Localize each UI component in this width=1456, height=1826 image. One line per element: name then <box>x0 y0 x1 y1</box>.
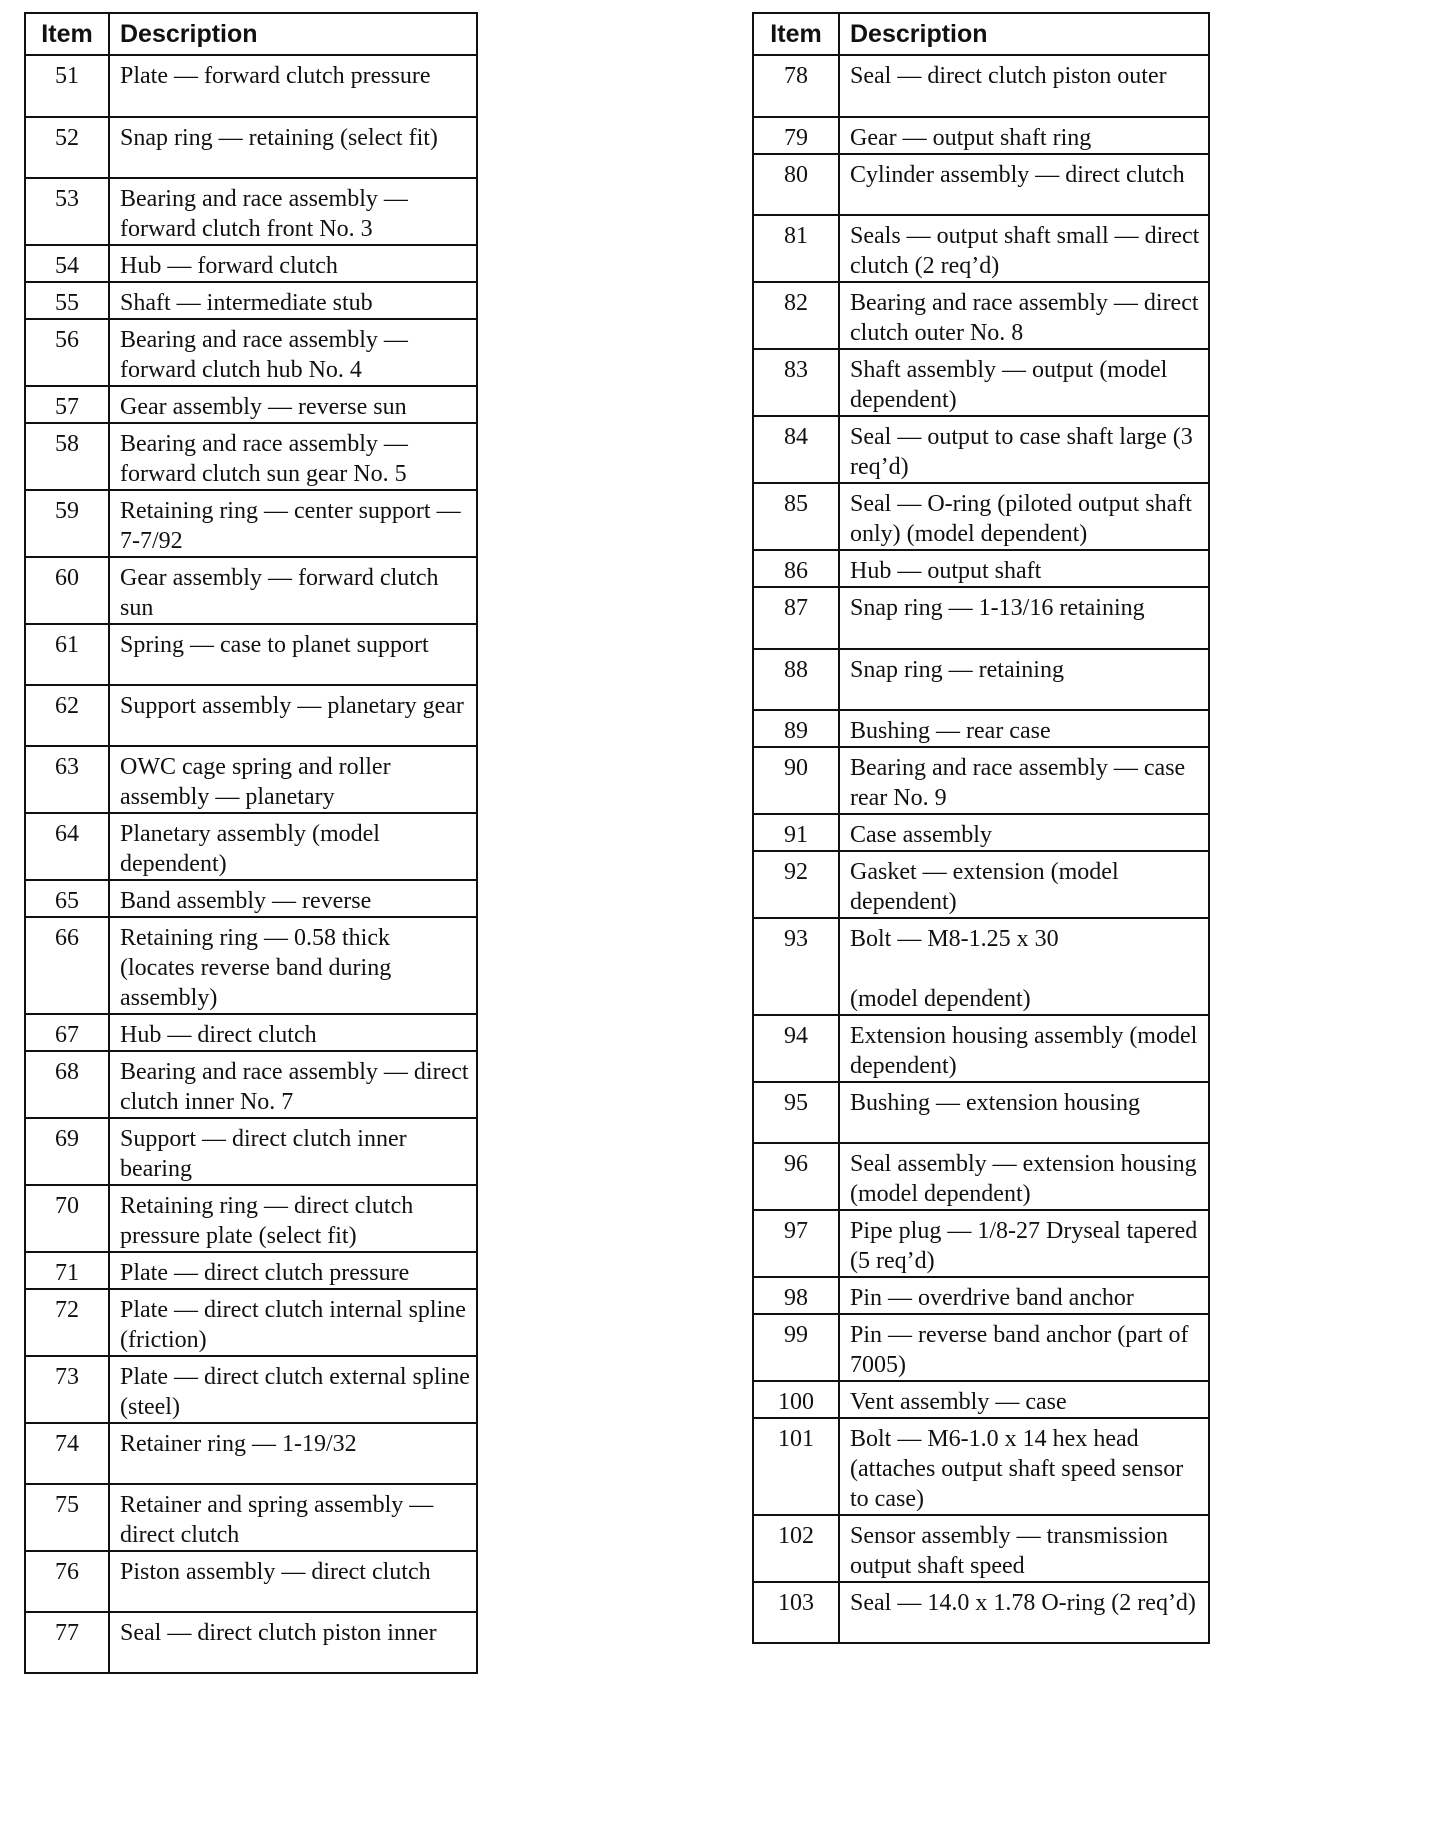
item-description: Gear — output shaft ring <box>839 117 1209 154</box>
table-row <box>753 1082 1209 1143</box>
table-row <box>25 1423 477 1484</box>
item-number: 78 <box>753 55 839 117</box>
item-number: 60 <box>25 557 109 624</box>
description-column-header: Description <box>839 13 1209 55</box>
item-description: Retaining ring — 0.58 thick (locates reverse band during assembly) <box>109 917 477 1014</box>
table-row <box>25 282 477 319</box>
table-row <box>25 1185 477 1252</box>
item-number: 75 <box>25 1484 109 1551</box>
item-number: 61 <box>25 624 109 685</box>
item-description: Seal — 14.0 x 1.78 O-ring (2 req’d) <box>839 1582 1209 1643</box>
item-number: 101 <box>753 1418 839 1515</box>
item-description: Cylinder assembly — direct clutch <box>839 154 1209 215</box>
item-number: 77 <box>25 1612 109 1673</box>
item-number: 100 <box>753 1381 839 1418</box>
item-number: 52 <box>25 117 109 178</box>
table-header-row <box>753 13 1209 55</box>
table-row <box>753 416 1209 483</box>
item-description: Bushing — rear case <box>839 710 1209 747</box>
item-description: Plate — direct clutch internal spline (friction) <box>109 1289 477 1356</box>
parts-table-right <box>752 12 1210 1644</box>
item-description: Hub — direct clutch <box>109 1014 477 1051</box>
item-description: Vent assembly — case <box>839 1381 1209 1418</box>
table-row <box>753 1143 1209 1210</box>
item-number: 102 <box>753 1515 839 1582</box>
table-row <box>25 423 477 490</box>
table-row <box>753 1015 1209 1082</box>
item-description: Bolt — M6-1.0 x 14 hex head (attaches output shaft speed sensor to case) <box>839 1418 1209 1515</box>
item-description: Plate — direct clutch external spline (steel) <box>109 1356 477 1423</box>
item-description: Retainer ring — 1-19/32 <box>109 1423 477 1484</box>
item-number: 76 <box>25 1551 109 1612</box>
item-description: Seal — direct clutch piston outer <box>839 55 1209 117</box>
description-column-header: Description <box>109 13 477 55</box>
table-row <box>25 880 477 917</box>
item-description: Seals — output shaft small — direct clutch (2 req’d) <box>839 215 1209 282</box>
item-number: 57 <box>25 386 109 423</box>
item-description: Sensor assembly — transmission output shaft speed <box>839 1515 1209 1582</box>
item-description: Hub — forward clutch <box>109 245 477 282</box>
table-row <box>25 1612 477 1673</box>
table-row <box>25 1252 477 1289</box>
item-number: 70 <box>25 1185 109 1252</box>
item-number: 53 <box>25 178 109 245</box>
table-row <box>753 649 1209 710</box>
item-number: 58 <box>25 423 109 490</box>
item-description: Support — direct clutch inner bearing <box>109 1118 477 1185</box>
parts-table-body <box>753 55 1209 1643</box>
item-description: Bearing and race assembly — direct clutch inner No. 7 <box>109 1051 477 1118</box>
table-row <box>753 918 1209 1015</box>
item-description: Snap ring — retaining (select fit) <box>109 117 477 178</box>
table-row <box>25 1356 477 1423</box>
item-description: Bearing and race assembly — forward clutch sun gear No. 5 <box>109 423 477 490</box>
table-row <box>25 1051 477 1118</box>
item-number: 97 <box>753 1210 839 1277</box>
item-description: Extension housing assembly (model dependent) <box>839 1015 1209 1082</box>
item-number: 96 <box>753 1143 839 1210</box>
table-row <box>25 55 477 117</box>
table-row <box>753 55 1209 117</box>
item-column-header: Item <box>25 13 109 55</box>
item-description: Bushing — extension housing <box>839 1082 1209 1143</box>
item-number: 54 <box>25 245 109 282</box>
item-description: Bearing and race assembly — forward clutch hub No. 4 <box>109 319 477 386</box>
item-number: 91 <box>753 814 839 851</box>
item-number: 65 <box>25 880 109 917</box>
item-number: 69 <box>25 1118 109 1185</box>
item-description: Pipe plug — 1/8-27 Dryseal tapered (5 req’d) <box>839 1210 1209 1277</box>
item-number: 67 <box>25 1014 109 1051</box>
item-description: Shaft assembly — output (model dependent) <box>839 349 1209 416</box>
table-row <box>25 746 477 813</box>
table-header-row <box>25 13 477 55</box>
table-row <box>25 1551 477 1612</box>
item-description: Hub — output shaft <box>839 550 1209 587</box>
table-row <box>25 319 477 386</box>
item-description: Gear assembly — reverse sun <box>109 386 477 423</box>
item-description: Plate — direct clutch pressure <box>109 1252 477 1289</box>
table-row <box>753 349 1209 416</box>
item-description: Pin — reverse band anchor (part of 7005) <box>839 1314 1209 1381</box>
item-number: 79 <box>753 117 839 154</box>
table-row <box>25 1289 477 1356</box>
item-number: 73 <box>25 1356 109 1423</box>
item-number: 71 <box>25 1252 109 1289</box>
item-description: Pin — overdrive band anchor <box>839 1277 1209 1314</box>
table-row <box>753 282 1209 349</box>
item-number: 89 <box>753 710 839 747</box>
table-row <box>753 215 1209 282</box>
item-number: 94 <box>753 1015 839 1082</box>
table-row <box>25 624 477 685</box>
item-number: 51 <box>25 55 109 117</box>
table-row <box>25 1014 477 1051</box>
item-description: Seal — O-ring (piloted output shaft only) (model dependent) <box>839 483 1209 550</box>
table-row <box>753 483 1209 550</box>
item-description: Band assembly — reverse <box>109 880 477 917</box>
table-row <box>753 117 1209 154</box>
item-description: Snap ring — retaining <box>839 649 1209 710</box>
item-description: Bearing and race assembly — case rear No. 9 <box>839 747 1209 814</box>
item-description: Support assembly — planetary gear <box>109 685 477 746</box>
table-row <box>753 1381 1209 1418</box>
item-description: Bearing and race assembly — direct clutch outer No. 8 <box>839 282 1209 349</box>
table-row <box>25 490 477 557</box>
item-number: 83 <box>753 349 839 416</box>
item-number: 99 <box>753 1314 839 1381</box>
item-description: Bearing and race assembly — forward clutch front No. 3 <box>109 178 477 245</box>
item-description: Planetary assembly (model dependent) <box>109 813 477 880</box>
item-description: Seal — direct clutch piston inner <box>109 1612 477 1673</box>
table-row <box>25 117 477 178</box>
table-row <box>753 587 1209 649</box>
table-row <box>753 1418 1209 1515</box>
item-description: Retainer and spring assembly — direct clutch <box>109 1484 477 1551</box>
table-row <box>25 557 477 624</box>
item-description: Retaining ring — center support — 7-7/92 <box>109 490 477 557</box>
item-description: OWC cage spring and roller assembly — planetary <box>109 746 477 813</box>
item-number: 80 <box>753 154 839 215</box>
item-description: Case assembly <box>839 814 1209 851</box>
item-description: Seal — output to case shaft large (3 req’d) <box>839 416 1209 483</box>
item-number: 59 <box>25 490 109 557</box>
item-number: 68 <box>25 1051 109 1118</box>
table-row <box>25 386 477 423</box>
item-number: 72 <box>25 1289 109 1356</box>
item-description: Bolt — M8-1.25 x 30 (model dependent) <box>839 918 1209 1015</box>
table-row <box>25 178 477 245</box>
item-description: Spring — case to planet support <box>109 624 477 685</box>
table-row <box>753 710 1209 747</box>
item-number: 55 <box>25 282 109 319</box>
table-row <box>753 1210 1209 1277</box>
item-number: 93 <box>753 918 839 1015</box>
item-number: 81 <box>753 215 839 282</box>
item-description: Retaining ring — direct clutch pressure plate (select fit) <box>109 1185 477 1252</box>
item-description: Piston assembly — direct clutch <box>109 1551 477 1612</box>
item-description: Snap ring — 1-13/16 retaining <box>839 587 1209 649</box>
item-number: 64 <box>25 813 109 880</box>
parts-table-left <box>24 12 478 1674</box>
table-row <box>753 1582 1209 1643</box>
table-row <box>25 685 477 746</box>
table-row <box>753 851 1209 918</box>
item-number: 84 <box>753 416 839 483</box>
table-row <box>25 813 477 880</box>
item-description: Gasket — extension (model dependent) <box>839 851 1209 918</box>
table-row <box>25 245 477 282</box>
item-number: 56 <box>25 319 109 386</box>
table-row <box>753 747 1209 814</box>
item-number: 66 <box>25 917 109 1014</box>
item-column-header: Item <box>753 13 839 55</box>
table-row <box>753 550 1209 587</box>
table-row <box>25 1118 477 1185</box>
item-description: Gear assembly — forward clutch sun <box>109 557 477 624</box>
table-row <box>753 1277 1209 1314</box>
item-description: Seal assembly — extension housing (model dependent) <box>839 1143 1209 1210</box>
item-number: 63 <box>25 746 109 813</box>
item-description: Plate — forward clutch pressure <box>109 55 477 117</box>
item-number: 87 <box>753 587 839 649</box>
table-row <box>753 1515 1209 1582</box>
item-number: 98 <box>753 1277 839 1314</box>
item-description: Shaft — intermediate stub <box>109 282 477 319</box>
item-number: 62 <box>25 685 109 746</box>
item-number: 82 <box>753 282 839 349</box>
item-number: 88 <box>753 649 839 710</box>
table-row <box>25 1484 477 1551</box>
item-number: 86 <box>753 550 839 587</box>
table-row <box>753 1314 1209 1381</box>
item-number: 103 <box>753 1582 839 1643</box>
item-number: 74 <box>25 1423 109 1484</box>
table-row <box>753 814 1209 851</box>
item-number: 90 <box>753 747 839 814</box>
item-number: 95 <box>753 1082 839 1143</box>
parts-table-body <box>25 55 477 1673</box>
table-row <box>753 154 1209 215</box>
item-number: 85 <box>753 483 839 550</box>
item-number: 92 <box>753 851 839 918</box>
table-row <box>25 917 477 1014</box>
